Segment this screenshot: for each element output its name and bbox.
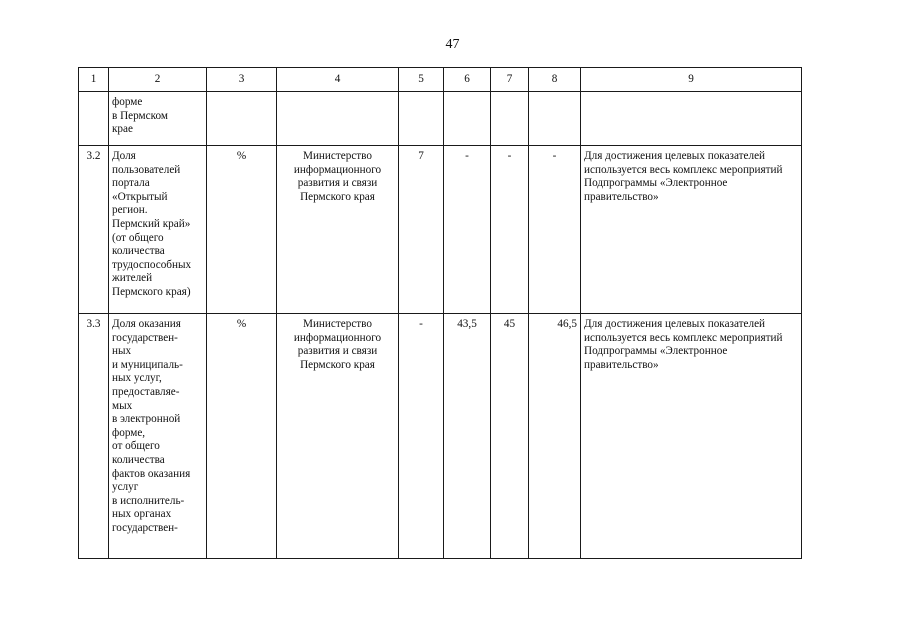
page-number: 47 [445,37,460,52]
table-row [79,314,802,559]
note-cell: Для достижения целевых показателей используется весь комплекс мероприятий Подпрограммы «Электронное правительство» [581,146,802,314]
column-header: 9 [581,68,802,92]
value-cell-6: - [444,146,491,314]
unit-cell [207,92,277,146]
indicators-table [78,67,802,559]
column-header: 1 [79,68,109,92]
row-number-cell: 3.2 [79,146,109,314]
responsible-cell [277,92,399,146]
value-cell-8: - [529,146,581,314]
column-header: 3 [207,68,277,92]
responsible-cell: Министерство информационного развития и связи Пермского края [277,146,399,314]
value-cell-6 [444,92,491,146]
column-header: 8 [529,68,581,92]
value-cell-8: 46,5 [529,314,581,559]
responsible-cell: Министерство информационного развития и связи Пермского края [277,314,399,559]
value-cell-7 [491,92,529,146]
value-cell-8 [529,92,581,146]
value-cell-7: - [491,146,529,314]
unit-cell: % [207,314,277,559]
column-header: 4 [277,68,399,92]
column-header: 7 [491,68,529,92]
indicator-name-cell: форме в Пермском крае [109,92,207,146]
value-cell-7: 45 [491,314,529,559]
value-cell-5: - [399,314,444,559]
column-header: 5 [399,68,444,92]
table-row [79,146,802,314]
row-number-cell: 3.3 [79,314,109,559]
indicator-name-cell: Доля оказания государствен- ных и муниципаль- ных услуг, предоставляе- мых в электронной форме, от общего количества фактов оказания услуг в исполнитель- ных органах государствен- [109,314,207,559]
column-header: 2 [109,68,207,92]
unit-cell: % [207,146,277,314]
value-cell-6: 43,5 [444,314,491,559]
row-number-cell [79,92,109,146]
table-row [79,92,802,146]
value-cell-5: 7 [399,146,444,314]
column-header: 6 [444,68,491,92]
indicator-name-cell: Доля пользователей портала «Открытый регион. Пермский край» (от общего количества трудоспособных жителей Пермского края) [109,146,207,314]
note-cell [581,92,802,146]
table-header-row [79,68,802,92]
note-cell: Для достижения целевых показателей используется весь комплекс мероприятий Подпрограммы «Электронное правительство» [581,314,802,559]
value-cell-5 [399,92,444,146]
